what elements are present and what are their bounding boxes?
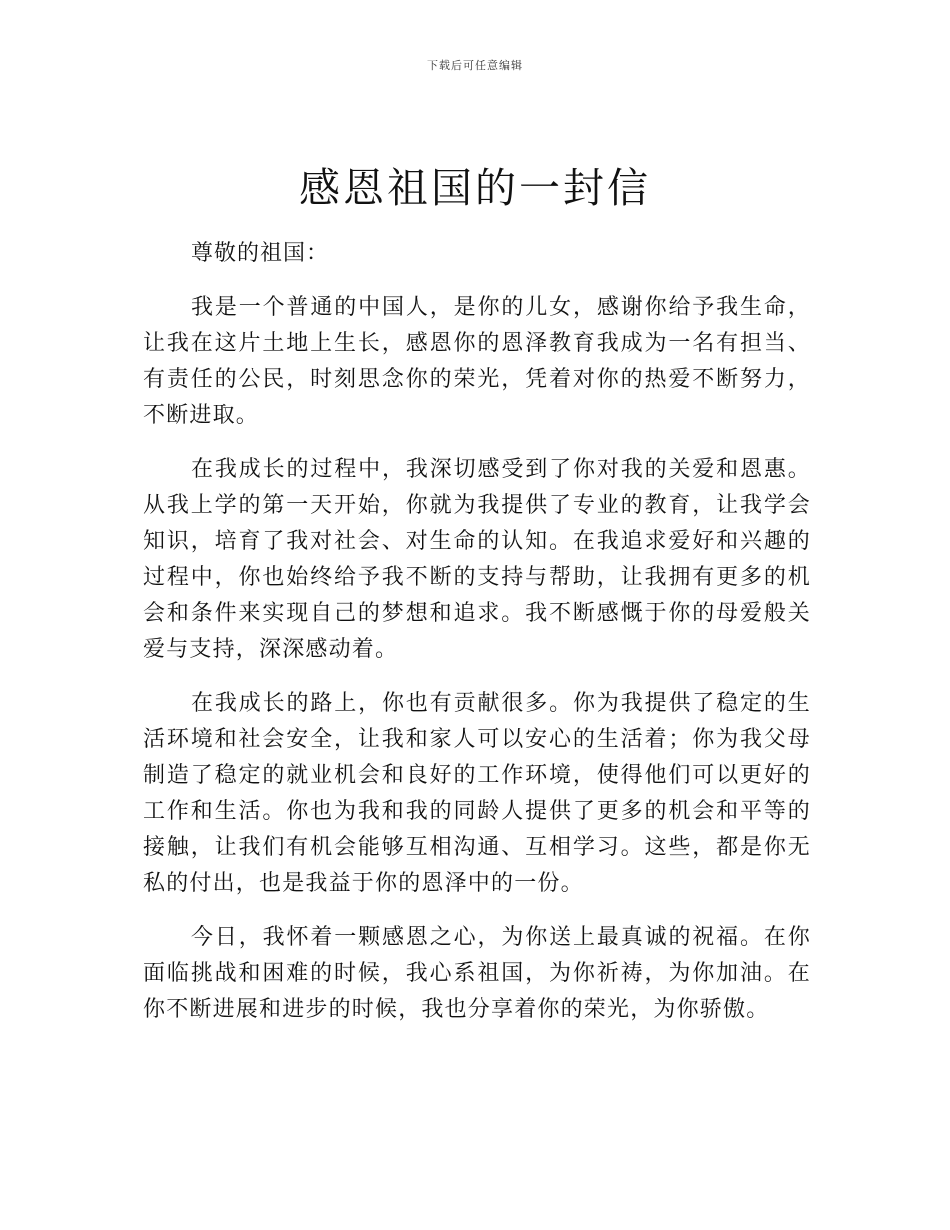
- paragraph-4: 今日，我怀着一颗感恩之心，为你送上最真诚的祝福。在你面临挑战和困难的时候，我心系祖国，为你祈祷，为你加油。在你不断进展和进步的时候，我也分享着你的荣光，为你骄傲。: [143, 925, 811, 1022]
- paragraph-2: 在我成长的过程中，我深切感受到了你对我的关爱和恩惠。从我上学的第一天开始，你就为我提供了专业的教育，让我学会知识，培育了我对社会、对生命的认知。在我追求爱好和兴趣的过程中，你也始终给予我不断的支持与帮助，让我拥有更多的机会和条件来实现自己的梦想和追求。我不断感慨于你的母爱般关爱与支持，深深感动着。: [143, 457, 811, 662]
- paragraph-3: 在我成长的路上，你也有贡献很多。你为我提供了稳定的生活环境和社会安全，让我和家人可以安心的生活着；你为我父母制造了稳定的就业机会和良好的工作环境，使得他们可以更好的工作和生活。你也为我和我的同龄人提供了更多的机会和平等的接触，让我们有机会能够互相沟通、互相学习。这些，都是你无私的付出，也是我益于你的恩泽中的一份。: [143, 691, 811, 896]
- letter-body: [143, 236, 811, 1028]
- header-note: 下载后可任意编辑: [427, 59, 523, 72]
- paragraph-1: 我是一个普通的中国人，是你的儿女，感谢你给予我生命，让我在这片土地上生长，感恩你的恩泽教育我成为一名有担当、有责任的公民，时刻思念你的荣光，凭着对你的热爱不断努力，不断进取。: [143, 295, 811, 428]
- document-title: 感恩祖国的一封信: [299, 164, 651, 212]
- salutation: 尊敬的祖国：: [191, 241, 330, 266]
